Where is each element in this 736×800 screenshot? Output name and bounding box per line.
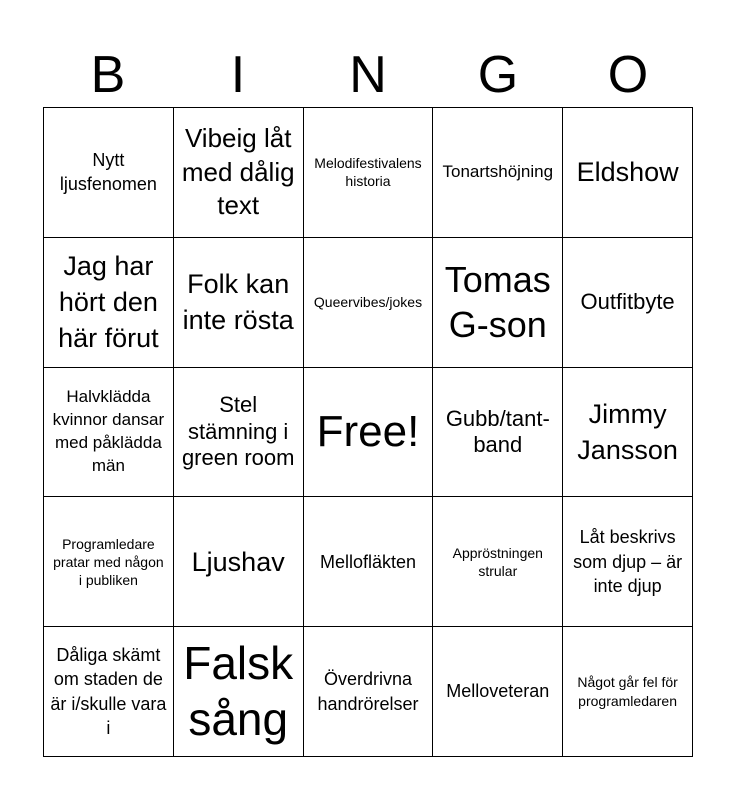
header-letter-b: B	[90, 46, 126, 104]
cell-label: Melloveteran	[446, 681, 550, 702]
bingo-cell-r4c3[interactable]	[304, 497, 434, 627]
cell-label: Jag har hört den här förut	[58, 250, 159, 354]
bingo-cell-r2c4[interactable]	[433, 238, 563, 368]
bingo-cell-r3c4[interactable]	[433, 368, 563, 498]
bingo-cell-r1c4[interactable]	[433, 108, 563, 238]
bingo-cell-r5c5[interactable]	[563, 627, 693, 757]
bingo-cell-r1c2[interactable]	[174, 108, 304, 238]
cell-label: Tonartshöjning	[442, 161, 554, 181]
cell-label: Ljushav	[191, 546, 285, 577]
bingo-cell-r3c1[interactable]	[44, 368, 174, 498]
header-letter-g: G	[477, 46, 519, 104]
bingo-cell-r1c5[interactable]	[563, 108, 693, 238]
header-letter-n: N	[349, 46, 387, 104]
bingo-cell-r4c2[interactable]	[174, 497, 304, 627]
bingo-cell-r4c5[interactable]	[563, 497, 693, 627]
bingo-cell-r1c1[interactable]	[44, 108, 174, 238]
cell-label: Outfitbyte	[580, 289, 675, 314]
bingo-cell-r3c5[interactable]	[563, 368, 693, 498]
bingo-cell-free[interactable]	[304, 368, 434, 498]
bingo-cell-r4c1[interactable]	[44, 497, 174, 627]
cell-label: Låt beskrivs som djup – är inte djup	[573, 527, 683, 596]
bingo-cell-r2c2[interactable]	[174, 238, 304, 368]
header-letter-i: I	[230, 46, 246, 104]
cell-label: Halvklädda kvinnor dansar med påklädda män	[52, 387, 165, 475]
bingo-cell-r2c1[interactable]	[44, 238, 174, 368]
cell-label: Gubb/tant-band	[445, 405, 550, 457]
cell-label: Queervibes/jokes	[313, 294, 423, 311]
cell-label: Programledare pratar med någon i publiken	[53, 535, 164, 588]
cell-label: Stel stämning i green room	[181, 392, 295, 471]
bingo-grid	[43, 107, 693, 757]
cell-label: Något går fel för programledaren	[577, 674, 678, 709]
bingo-cell-r2c5[interactable]	[563, 238, 693, 368]
header-letter-o: O	[607, 46, 649, 104]
bingo-cell-r3c2[interactable]	[174, 368, 304, 498]
cell-label: Nytt ljusfenomen	[59, 150, 157, 195]
cell-label: Vibeig låt med dålig text	[181, 122, 295, 221]
bingo-cell-r1c3[interactable]	[304, 108, 434, 238]
cell-label: Eldshow	[576, 157, 679, 188]
bingo-cell-r5c2[interactable]	[174, 627, 304, 757]
cell-label: Melodifestivalens historia	[314, 155, 422, 190]
bingo-cell-r4c4[interactable]	[433, 497, 563, 627]
bingo-cell-r5c4[interactable]	[433, 627, 563, 757]
bingo-header	[43, 44, 693, 106]
cell-label: Appröstningen strular	[452, 544, 543, 579]
bingo-cell-r5c3[interactable]	[304, 627, 434, 757]
cell-label: Mellofläkten	[319, 551, 417, 572]
bingo-cell-r2c3[interactable]	[304, 238, 434, 368]
cell-label: Tomas G-son	[444, 259, 551, 346]
cell-label: Dåliga skämt om staden de är i/skulle vara i	[50, 645, 167, 738]
free-space-label: Free!	[316, 406, 420, 456]
cell-label: Jimmy Jansson	[577, 398, 678, 465]
cell-label: Falsk sång	[183, 637, 294, 745]
cell-label: Folk kan inte rösta	[182, 268, 294, 336]
cell-label: Överdrivna handrörelser	[317, 669, 419, 714]
bingo-cell-r5c1[interactable]	[44, 627, 174, 757]
